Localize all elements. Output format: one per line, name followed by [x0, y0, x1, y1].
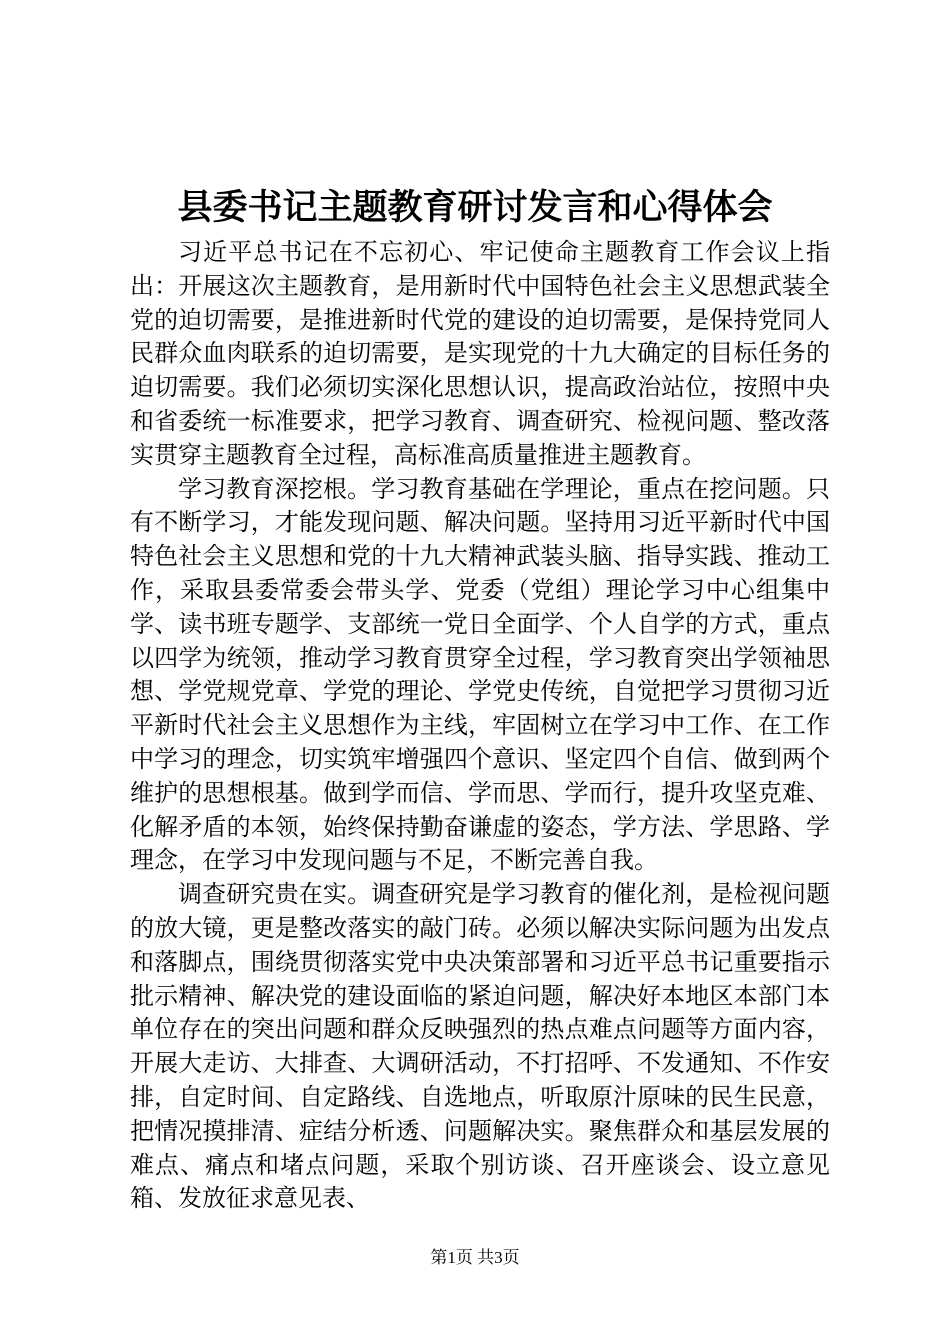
paragraph: 学习教育深挖根。学习教育基础在学理论，重点在挖问题。只有不断学习，才能发现问题、解决问题。坚持用习近平新时代中国特色社会主义思想和党的十九大精神武装头脑、指导实践、推动工作，采取县委常委会带头学、党委（党组）理论学习中心组集中学、读书班专题学、支部统一党日全面学、个人自学的方式，重点以四学为统领，推动学习教育贯穿全过程，学习教育突出学领袖思想、学党规党章、学党的理论、学党史传统，自觉把学习贯彻习近平新时代社会主义思想作为主线，牢固树立在学习中工作、在工作中学习的理念，切实筑牢增强四个意识、坚定四个自信、做到两个维护的思想根基。做到学而信、学而思、学而行，提升攻坚克难、化解矛盾的本领，始终保持勤奋谦虚的姿态，学方法、学思路、学理念，在学习中发现问题与不足，不断完善自我。	[130, 474, 830, 875]
document-title: 县委书记主题教育研讨发言和心得体会	[177, 187, 773, 228]
page-number: 第1页 共3页	[430, 1248, 520, 1267]
document-body	[130, 236, 830, 1216]
paragraph: 调查研究贵在实。调查研究是学习教育的催化剂，是检视问题的放大镜，更是整改落实的敲门砖。必须以解决实际问题为出发点和落脚点，围绕贯彻落实党中央决策部署和习近平总书记重要指示批示精神、解决党的建设面临的紧迫问题，解决好本地区本部门本单位存在的突出问题和群众反映强烈的热点难点问题等方面内容，开展大走访、大排查、大调研活动，不打招呼、不发通知、不作安排，自定时间、自定路线、自选地点，听取原汁原味的民生民意，把情况摸排清、症结分析透、问题解决实。聚焦群众和基层发展的难点、痛点和堵点问题，采取个别访谈、召开座谈会、设立意见箱、发放征求意见表、	[130, 880, 830, 1213]
paragraph: 习近平总书记在不忘初心、牢记使命主题教育工作会议上指出：开展这次主题教育，是用新时代中国特色社会主义思想武装全党的迫切需要，是推进新时代党的建设的迫切需要，是保持党同人民群众血肉联系的迫切需要，是实现党的十九大确定的目标任务的迫切需要。我们必须切实深化思想认识，提高政治站位，按照中央和省委统一标准要求，把学习教育、调查研究、检视问题、整改落实贯穿主题教育全过程，高标准高质量推进主题教育。	[130, 238, 830, 469]
